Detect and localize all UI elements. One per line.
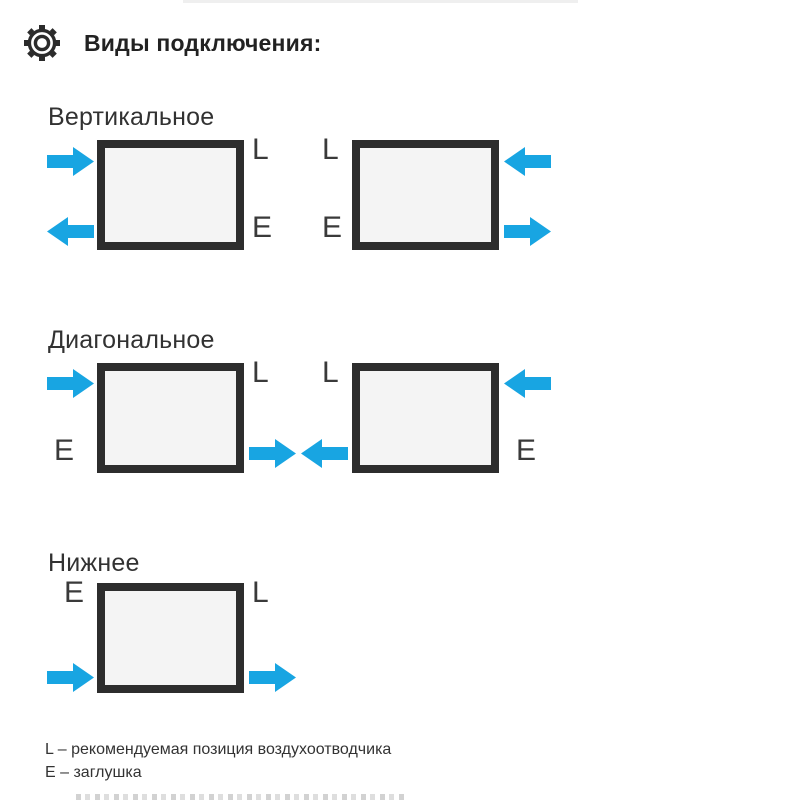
air-vent-label: L xyxy=(252,133,269,166)
radiator-box xyxy=(97,363,244,473)
section-title-vertical: Вертикальное xyxy=(48,103,215,131)
radiator-box xyxy=(97,583,244,693)
air-vent-label: L xyxy=(252,356,269,389)
inlet-arrow-right-icon xyxy=(47,663,94,692)
outlet-arrow-right-icon xyxy=(504,217,551,246)
inlet-arrow-right-icon xyxy=(47,147,94,176)
gear-icon xyxy=(22,23,62,63)
legend-line-plug: E – заглушка xyxy=(45,764,142,781)
bottom-cropped-text xyxy=(76,794,404,800)
legend-line-air-vent: L – рекомендуемая позиция воздухоотводчика xyxy=(45,741,392,758)
air-vent-label: L xyxy=(322,356,339,389)
plug-label: E xyxy=(516,434,537,467)
radiator-box xyxy=(97,140,244,250)
air-vent-label: L xyxy=(322,133,339,166)
plug-label: E xyxy=(54,434,75,467)
outlet-arrow-right-icon xyxy=(249,439,296,468)
section-title-bottom: Нижнее xyxy=(48,549,140,577)
radiator-box xyxy=(352,363,499,473)
plug-label: E xyxy=(64,576,85,609)
inlet-arrow-left-icon xyxy=(504,369,551,398)
inlet-arrow-right-icon xyxy=(47,369,94,398)
plug-label: E xyxy=(252,211,273,244)
legend xyxy=(45,738,391,784)
inlet-arrow-left-icon xyxy=(504,147,551,176)
plug-label: E xyxy=(322,211,343,244)
outlet-arrow-right-icon xyxy=(249,663,296,692)
top-cropped-content xyxy=(183,0,578,3)
air-vent-label: L xyxy=(252,576,269,609)
outlet-arrow-left-icon xyxy=(301,439,348,468)
page-title: Виды подключения: xyxy=(84,30,322,56)
section-title-diagonal: Диагональное xyxy=(48,326,215,354)
outlet-arrow-left-icon xyxy=(47,217,94,246)
radiator-box xyxy=(352,140,499,250)
